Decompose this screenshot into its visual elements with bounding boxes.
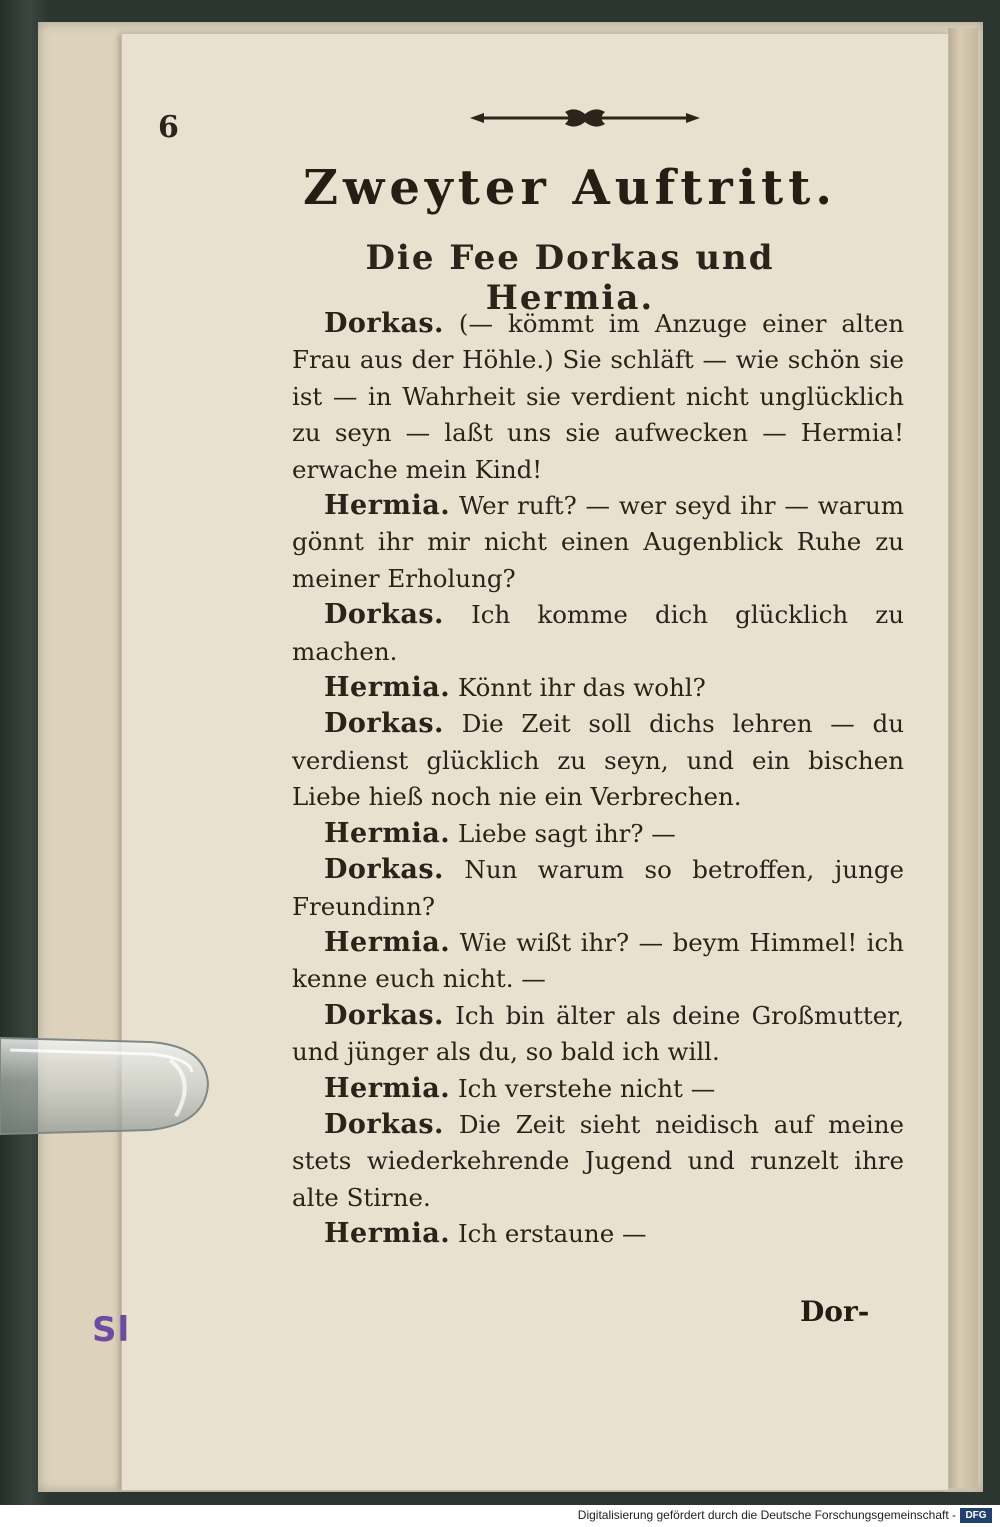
speaker-name: Hermia.	[324, 490, 451, 522]
page-number: 6	[158, 110, 179, 145]
footer-bar	[0, 1505, 1000, 1527]
dialogue-line	[292, 306, 904, 488]
scene-characters: Die Fee Dorkas und Hermia.	[365, 238, 775, 318]
speaker-name: Dorkas.	[324, 1108, 444, 1140]
dialogue-line	[292, 1107, 904, 1216]
speaker-name: Hermia.	[324, 817, 451, 849]
dfg-logo: DFG	[960, 1508, 992, 1523]
dialogue-line	[292, 925, 904, 998]
dialogue-line	[292, 852, 904, 925]
line-text: Ich erstaune —	[457, 1219, 647, 1249]
dialogue-line	[292, 670, 904, 706]
line-text: Könnt ihr das wohl?	[457, 673, 706, 703]
speaker-name: Hermia.	[324, 926, 451, 958]
line-text: (— kömmt im Anzuge einer alten Frau aus der Höhle.) Sie schläft — wie schön sie ist — in Wahrheit sie verdient nicht unglücklich zu seyn — laßt uns sie aufwecken — Hermia! erwache mein Kind!	[292, 309, 904, 484]
speaker-name: Dorkas.	[324, 999, 444, 1031]
page-edge-mask	[144, 1300, 184, 1360]
glass-page-weight	[0, 1020, 212, 1148]
speaker-name: Dorkas.	[324, 308, 444, 339]
speaker-name: Hermia.	[324, 1218, 451, 1250]
line-text: Die Zeit soll dichs lehren — du verdienst glücklich zu seyn, und ein bischen Liebe hieß noch nie ein Verbrechen.	[292, 709, 904, 812]
speaker-name: Hermia.	[324, 1072, 451, 1104]
dialogue-line	[292, 1071, 904, 1107]
line-text: Ich komme dich glücklich zu machen.	[292, 600, 904, 666]
dialogue-line	[292, 597, 904, 670]
dialogue-line	[292, 998, 904, 1071]
catchword: Dor-	[800, 1295, 870, 1328]
dialogue-line	[292, 1216, 904, 1252]
speaker-name: Dorkas.	[324, 854, 444, 886]
speaker-name: Dorkas.	[324, 599, 444, 631]
line-text: Wer ruft? — wer seyd ihr — warum gönnt ihr mir nicht einen Augenblick Ruhe zu meiner Erholung?	[292, 491, 905, 593]
dialogue-line	[292, 488, 904, 597]
title-ornament	[470, 106, 700, 130]
speaker-name: Dorkas.	[324, 708, 444, 740]
speaker-name: Hermia.	[324, 672, 451, 704]
dialogue-line	[292, 706, 904, 815]
line-text: Nun warum so betroffen, junge Freundinn?	[292, 855, 904, 921]
line-text: Ich verstehe nicht —	[457, 1073, 716, 1103]
line-text: Wie wißt ihr? — beym Himmel! ich kenne euch nicht. —	[292, 927, 904, 994]
funding-credit: Digitalisierung gefördert durch die Deutsche Forschungsgemeinschaft -	[577, 1508, 956, 1522]
dialogue-line	[292, 816, 904, 852]
library-stamp: Sl	[92, 1310, 131, 1350]
line-text: Ich bin älter als deine Großmutter, und jünger als du, so bald ich will.	[292, 1000, 904, 1067]
scene-title: Zweyter Auftritt.	[302, 160, 838, 216]
line-text: Die Zeit sieht neidisch auf meine stets wiederkehrende Jugend und runzelt ihre alte Stirne.	[292, 1109, 904, 1212]
dialogue-text	[292, 306, 904, 1253]
line-text: Liebe sagt ihr? —	[457, 818, 676, 848]
